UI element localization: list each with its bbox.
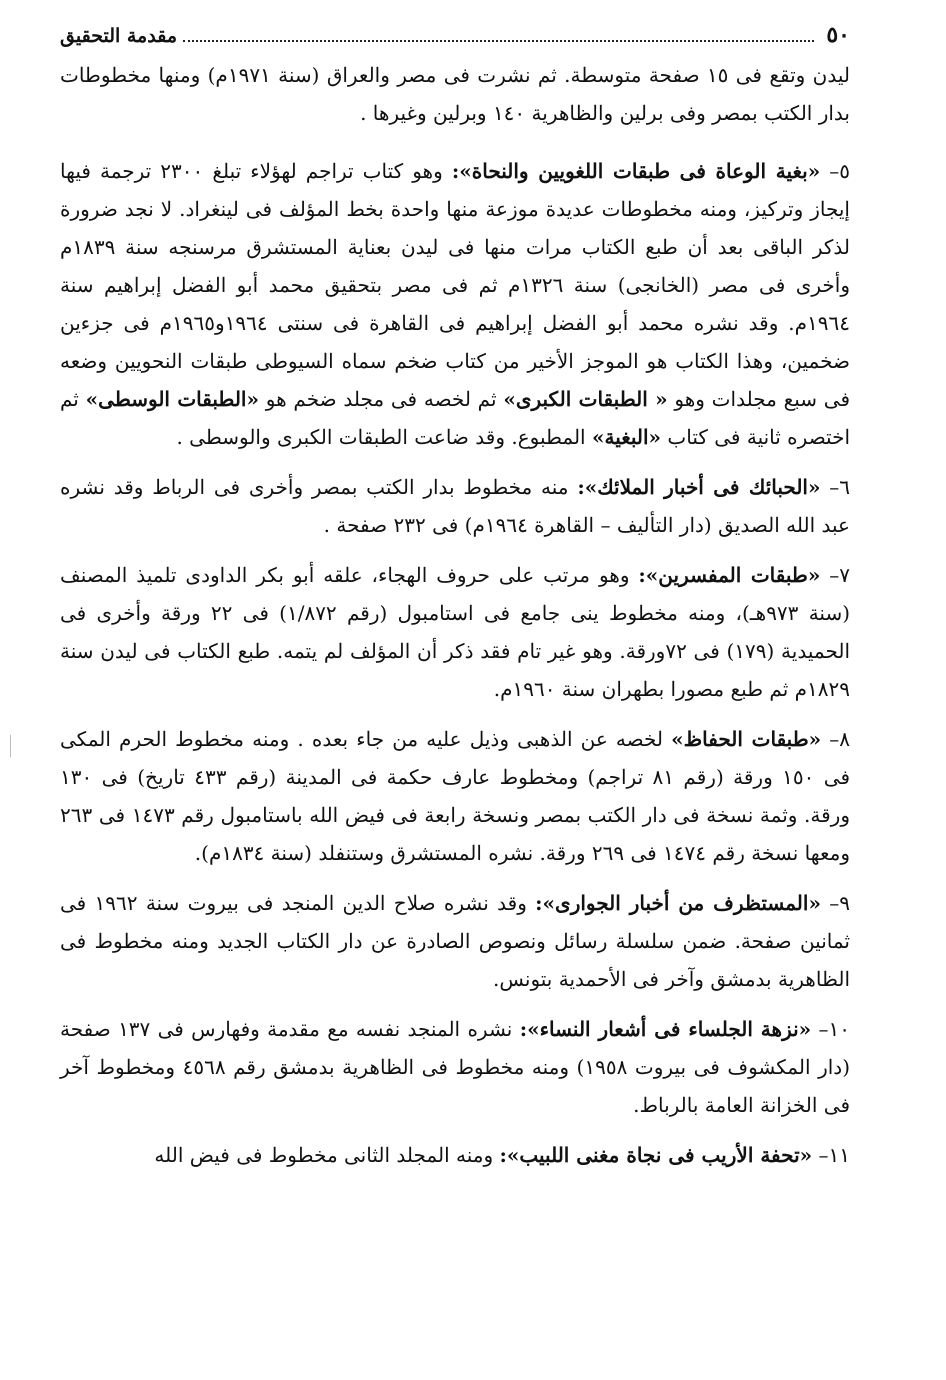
entry-11 xyxy=(60,1136,850,1174)
entry-9 xyxy=(60,884,850,998)
entry-number: ١١– xyxy=(818,1143,850,1167)
entry-body: ثم لخصه فى مجلد ضخم هو xyxy=(258,387,497,411)
book-title-wusta: «الطبقات الوسطى» xyxy=(85,387,259,411)
book-title-bughya: «البغية» xyxy=(591,425,662,449)
running-header xyxy=(60,22,850,56)
header-title: مقدمة التحقيق xyxy=(60,25,177,47)
entry-body: وهو كتاب تراجم لهؤلاء تبلغ ٢٣٠٠ ترجمة فيها إيجاز وتركيز، ومنه مخطوطات عديدة موزعة منها واحدة بخط المؤلف فى لينغراد. لا نجد ضرورة لذكر الباقى بعد أن طبع الكتاب مرات منها فى ليدن بعناية المستشرق مرسنجه سنة ١٨٣٩م وأخرى فى مصر (الخانجى) سنة ١٣٢٦م ثم فى مصر بتحقيق محمد أبو الفضل إبراهيم سنة ١٩٦٤م. وقد نشره محمد أبو الفضل إبراهيم فى القاهرة فى سنتى ١٩٦٤و١٩٦٥م فى جزءين ضخمين، وهذا الكتاب هو الموجز الأخير من كتاب ضخم سماه السيوطى طبقات النحويين وضعه فى سبع مجلدات وهو xyxy=(60,159,851,411)
entry-5 xyxy=(60,152,850,456)
entry-title: «الحبائك فى أخبار الملائك»: xyxy=(577,475,821,499)
entry-title: «بغية الوعاة فى طبقات اللغويين والنحاة»: xyxy=(451,159,821,183)
book-title-kubra: « الطبقات الكبرى» xyxy=(503,387,668,411)
entry-number: ٥– xyxy=(829,159,851,183)
page-number: ٥٠ xyxy=(826,22,850,48)
entry-number: ٩– xyxy=(829,891,851,915)
entry-body: منه مخطوط بدار الكتب بمصر وأخرى فى الرباط وقد نشره عبد الله الصديق (دار التأليف – القاهرة ١٩٦٤م) فى ٢٣٢ صفحة . xyxy=(60,475,850,537)
entry-title: «المستظرف من أخبار الجوارى»: xyxy=(535,891,821,915)
entry-body: وقد نشره صلاح الدين المنجد فى بيروت سنة ١٩٦٢ فى ثمانين صفحة. ضمن سلسلة رسائل ونصوص الصادرة عن دار الكتاب الجديد ومنه مخطوط فى الظاهرية بدمشق وآخر فى الأحمدية بتونس. xyxy=(60,891,850,991)
header-dot-leader xyxy=(183,40,814,42)
entry-title: «تحفة الأريب فى نجاة مغنى اللبيب»: xyxy=(499,1143,813,1167)
entry-number: ١٠– xyxy=(818,1017,850,1041)
entry-body: ثم اختصره ثانية فى كتاب xyxy=(60,387,850,449)
entry-title: «طبقات المفسرين»: xyxy=(638,563,821,587)
entry-10 xyxy=(60,1010,850,1124)
continuation-paragraph: ليدن وتقع فى ١٥ صفحة متوسطة. ثم نشرت فى مصر والعراق (سنة ١٩٧١م) ومنها مخطوطات بدار الكتب بمصر وفى برلين والظاهرية ١٤٠ وبرلين وغيرها . xyxy=(60,63,850,125)
entry-title: «طبقات الحفاظ» xyxy=(671,727,822,751)
entry-title: «نزهة الجلساء فى أشعار النساء»: xyxy=(519,1017,812,1041)
entry-number: ٧– xyxy=(829,563,851,587)
entry-body: المطبوع. وقد ضاعت الطبقات الكبرى والوسطى . xyxy=(176,425,586,449)
scan-margin-mark xyxy=(10,735,11,757)
entry-6 xyxy=(60,468,850,544)
entry-body: لخصه عن الذهبى وذيل عليه من جاء بعده . ومنه مخطوط الحرم المكى فى ١٥٠ ورقة (رقم ٨١ تراجم) ومخطوط عارف حكمة فى المدينة (رقم ٤٣٣ تاريخ) فى ١٣٠ ورقة. وثمة نسخة فى دار الكتب بمصر ونسخة رابعة فى فيض الله باستامبول رقم ١٤٧٣ فى ٢٦٣ ومعها نسخة رقم ١٤٧٤ فى ٢٦٩ ورقة. نشره المستشرق وستنفلد (سنة ١٨٣٤م). xyxy=(60,727,851,865)
entry-number: ٨– xyxy=(829,727,851,751)
book-page xyxy=(60,22,850,1186)
entry-8 xyxy=(60,720,850,872)
entry-body: ومنه المجلد الثانى مخطوط فى فيض الله xyxy=(154,1143,494,1167)
entry-body: نشره المنجد نفسه مع مقدمة وفهارس فى ١٣٧ صفحة (دار المكشوف فى بيروت ١٩٥٨) ومنه مخطوط فى الظاهرية بدمشق رقم ٤٥٦٨ ومخطوط آخر فى الخزانة العامة بالرباط. xyxy=(60,1017,851,1117)
entry-7 xyxy=(60,556,850,708)
entry-number: ٦– xyxy=(829,475,851,499)
entry-body: وهو مرتب على حروف الهجاء، علقه أبو بكر الداودى تلميذ المصنف (سنة ٩٧٣هـ)، ومنه مخطوط ينى جامع فى استامبول (رقم ١/٨٧٢) فى ٢٢ ورقة وأخرى فى الحميدية (١٧٩) فى ٧٢ورقة. وهو غير تام فقد ذكر أن المؤلف لم يتمه. طبع الكتاب فى ليدن سنة ١٨٢٩م ثم طبع مصورا بطهران سنة ١٩٦٠م. xyxy=(60,563,851,701)
